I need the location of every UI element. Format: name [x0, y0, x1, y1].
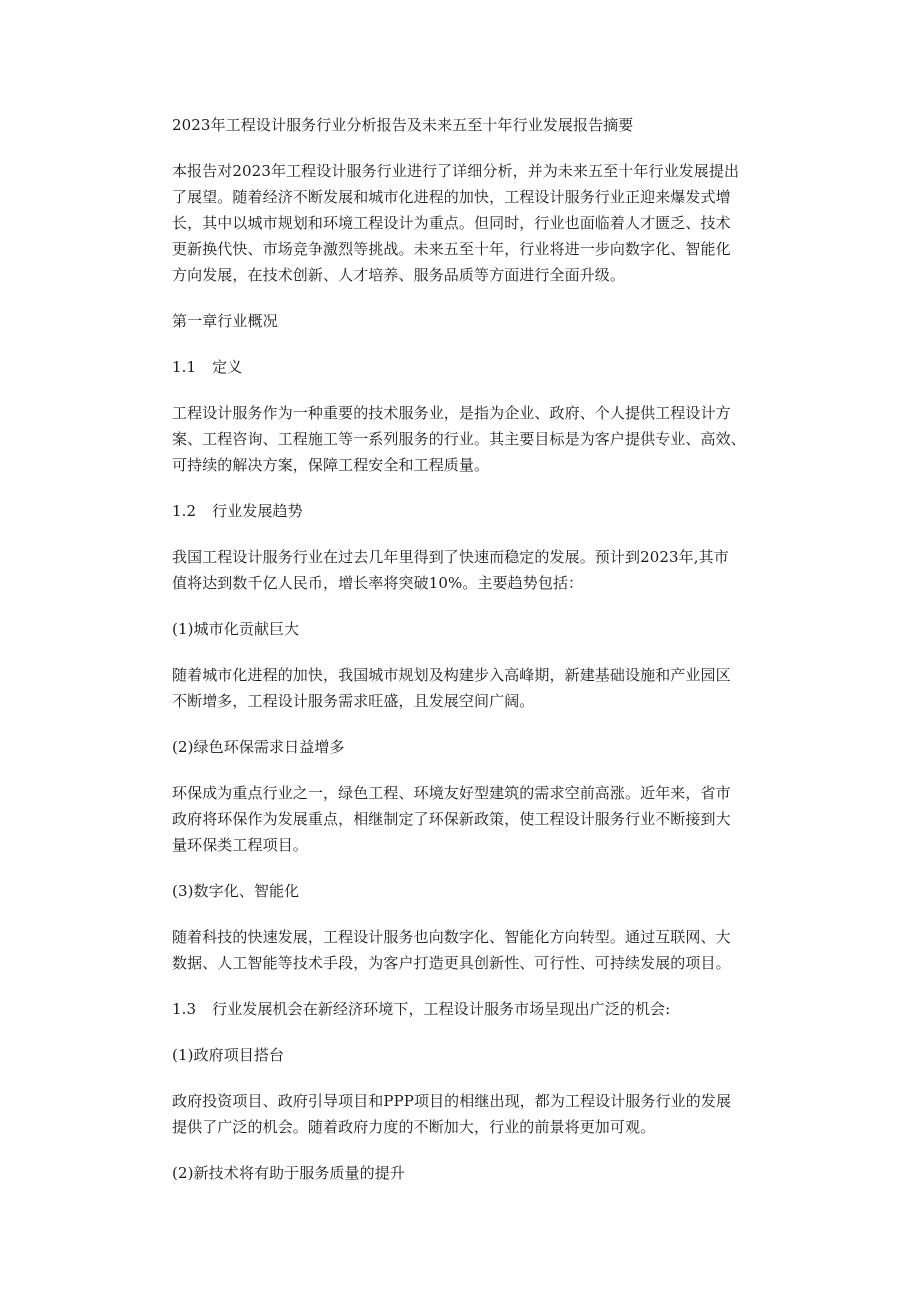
section-title: 行业发展机会在新经济环境下，工程设计服务市场呈现出广泛的机会: — [212, 1000, 671, 1018]
government-paragraph — [172, 1088, 772, 1140]
section-number: 1.3 — [172, 1000, 197, 1018]
chapter-heading: 第一章行业概况 — [172, 312, 278, 330]
text-line: 量环保类工程项目。 — [172, 836, 308, 854]
section-title: 行业发展趋势 — [212, 502, 303, 520]
text-line: 可持续的解决方案，保障工程安全和工程质量。 — [172, 456, 490, 474]
text-line: 本报告对2023年工程设计服务行业进行了详细分析，并为未来五至十年行业发展提出 — [172, 162, 740, 180]
text-line: 我国工程设计服务行业在过去几年里得到了快速而稳定的发展。预计到2023年,其市 — [172, 548, 729, 566]
section-heading-1-1 — [172, 354, 772, 380]
text-line: 工程设计服务作为一种重要的技术服务业，是指为企业、政府、个人提供工程设计方 — [172, 404, 731, 422]
subheading-green: (2)绿色环保需求日益增多 — [172, 738, 345, 756]
subheading-new-tech: (2)新技术将有助于服务质量的提升 — [172, 1164, 405, 1182]
digital-paragraph — [172, 924, 772, 976]
subheading-digital: (3)数字化、智能化 — [172, 882, 300, 900]
text-line: 数据、人工智能等技术手段，为客户打造更具创新性、可行性、可持续发展的项目。 — [172, 954, 731, 972]
trends-paragraph — [172, 544, 772, 596]
text-line: 值将达到数千亿人民币，增长率将突破10%。主要趋势包括： — [172, 574, 584, 592]
text-line: 长，其中以城市规划和环境工程设计为重点。但同时，行业也面临着人才匮乏、技术 — [172, 214, 731, 232]
section-heading-1-2 — [172, 498, 772, 524]
text-line: 环保成为重点行业之一，绿色工程、环境友好型建筑的需求空前高涨。近年来，省市 — [172, 784, 731, 802]
text-line: 提供了广泛的机会。随着政府力度的不断加大，行业的前景将更加可观。 — [172, 1118, 656, 1136]
section-number: 1.2 — [172, 502, 197, 520]
text-line: 了展望。随着经济不断发展和城市化进程的加快，工程设计服务行业正迎来爆发式增 — [172, 188, 731, 206]
subheading-government: (1)政府项目搭台 — [172, 1046, 285, 1064]
section-title: 定义 — [212, 358, 243, 376]
definition-paragraph — [172, 400, 772, 478]
text-line: 更新换代快、市场竞争激烈等挑战。未来五至十年，行业将进一步向数字化、智能化 — [172, 240, 731, 258]
section-heading-1-3 — [172, 996, 772, 1022]
urbanization-paragraph — [172, 662, 772, 714]
text-line: 不断增多，工程设计服务需求旺盛，且发展空间广阔。 — [172, 692, 535, 710]
document-title: 2023年工程设计服务行业分析报告及未来五至十年行业发展报告摘要 — [172, 116, 634, 134]
subheading-urbanization: (1)城市化贡献巨大 — [172, 620, 300, 638]
document-page — [172, 112, 772, 1186]
text-line: 政府投资项目、政府引导项目和PPP项目的相继出现，都为工程设计服务行业的发展 — [172, 1092, 732, 1110]
text-line: 案、工程咨询、工程施工等一系列服务的行业。其主要目标是为客户提供专业、高效、 — [172, 430, 746, 448]
text-line: 随着城市化进程的加快，我国城市规划及构建步入高峰期，新建基础设施和产业园区 — [172, 666, 731, 684]
green-paragraph — [172, 780, 772, 858]
text-line: 政府将环保作为发展重点，相继制定了环保新政策，使工程设计服务行业不断接到大 — [172, 810, 731, 828]
section-number: 1.1 — [172, 358, 197, 376]
abstract-paragraph — [172, 158, 772, 288]
text-line: 方向发展，在技术创新、人才培养、服务品质等方面进行全面升级。 — [172, 266, 626, 284]
text-line: 随着科技的快速发展，工程设计服务也向数字化、智能化方向转型。通过互联网、大 — [172, 928, 731, 946]
